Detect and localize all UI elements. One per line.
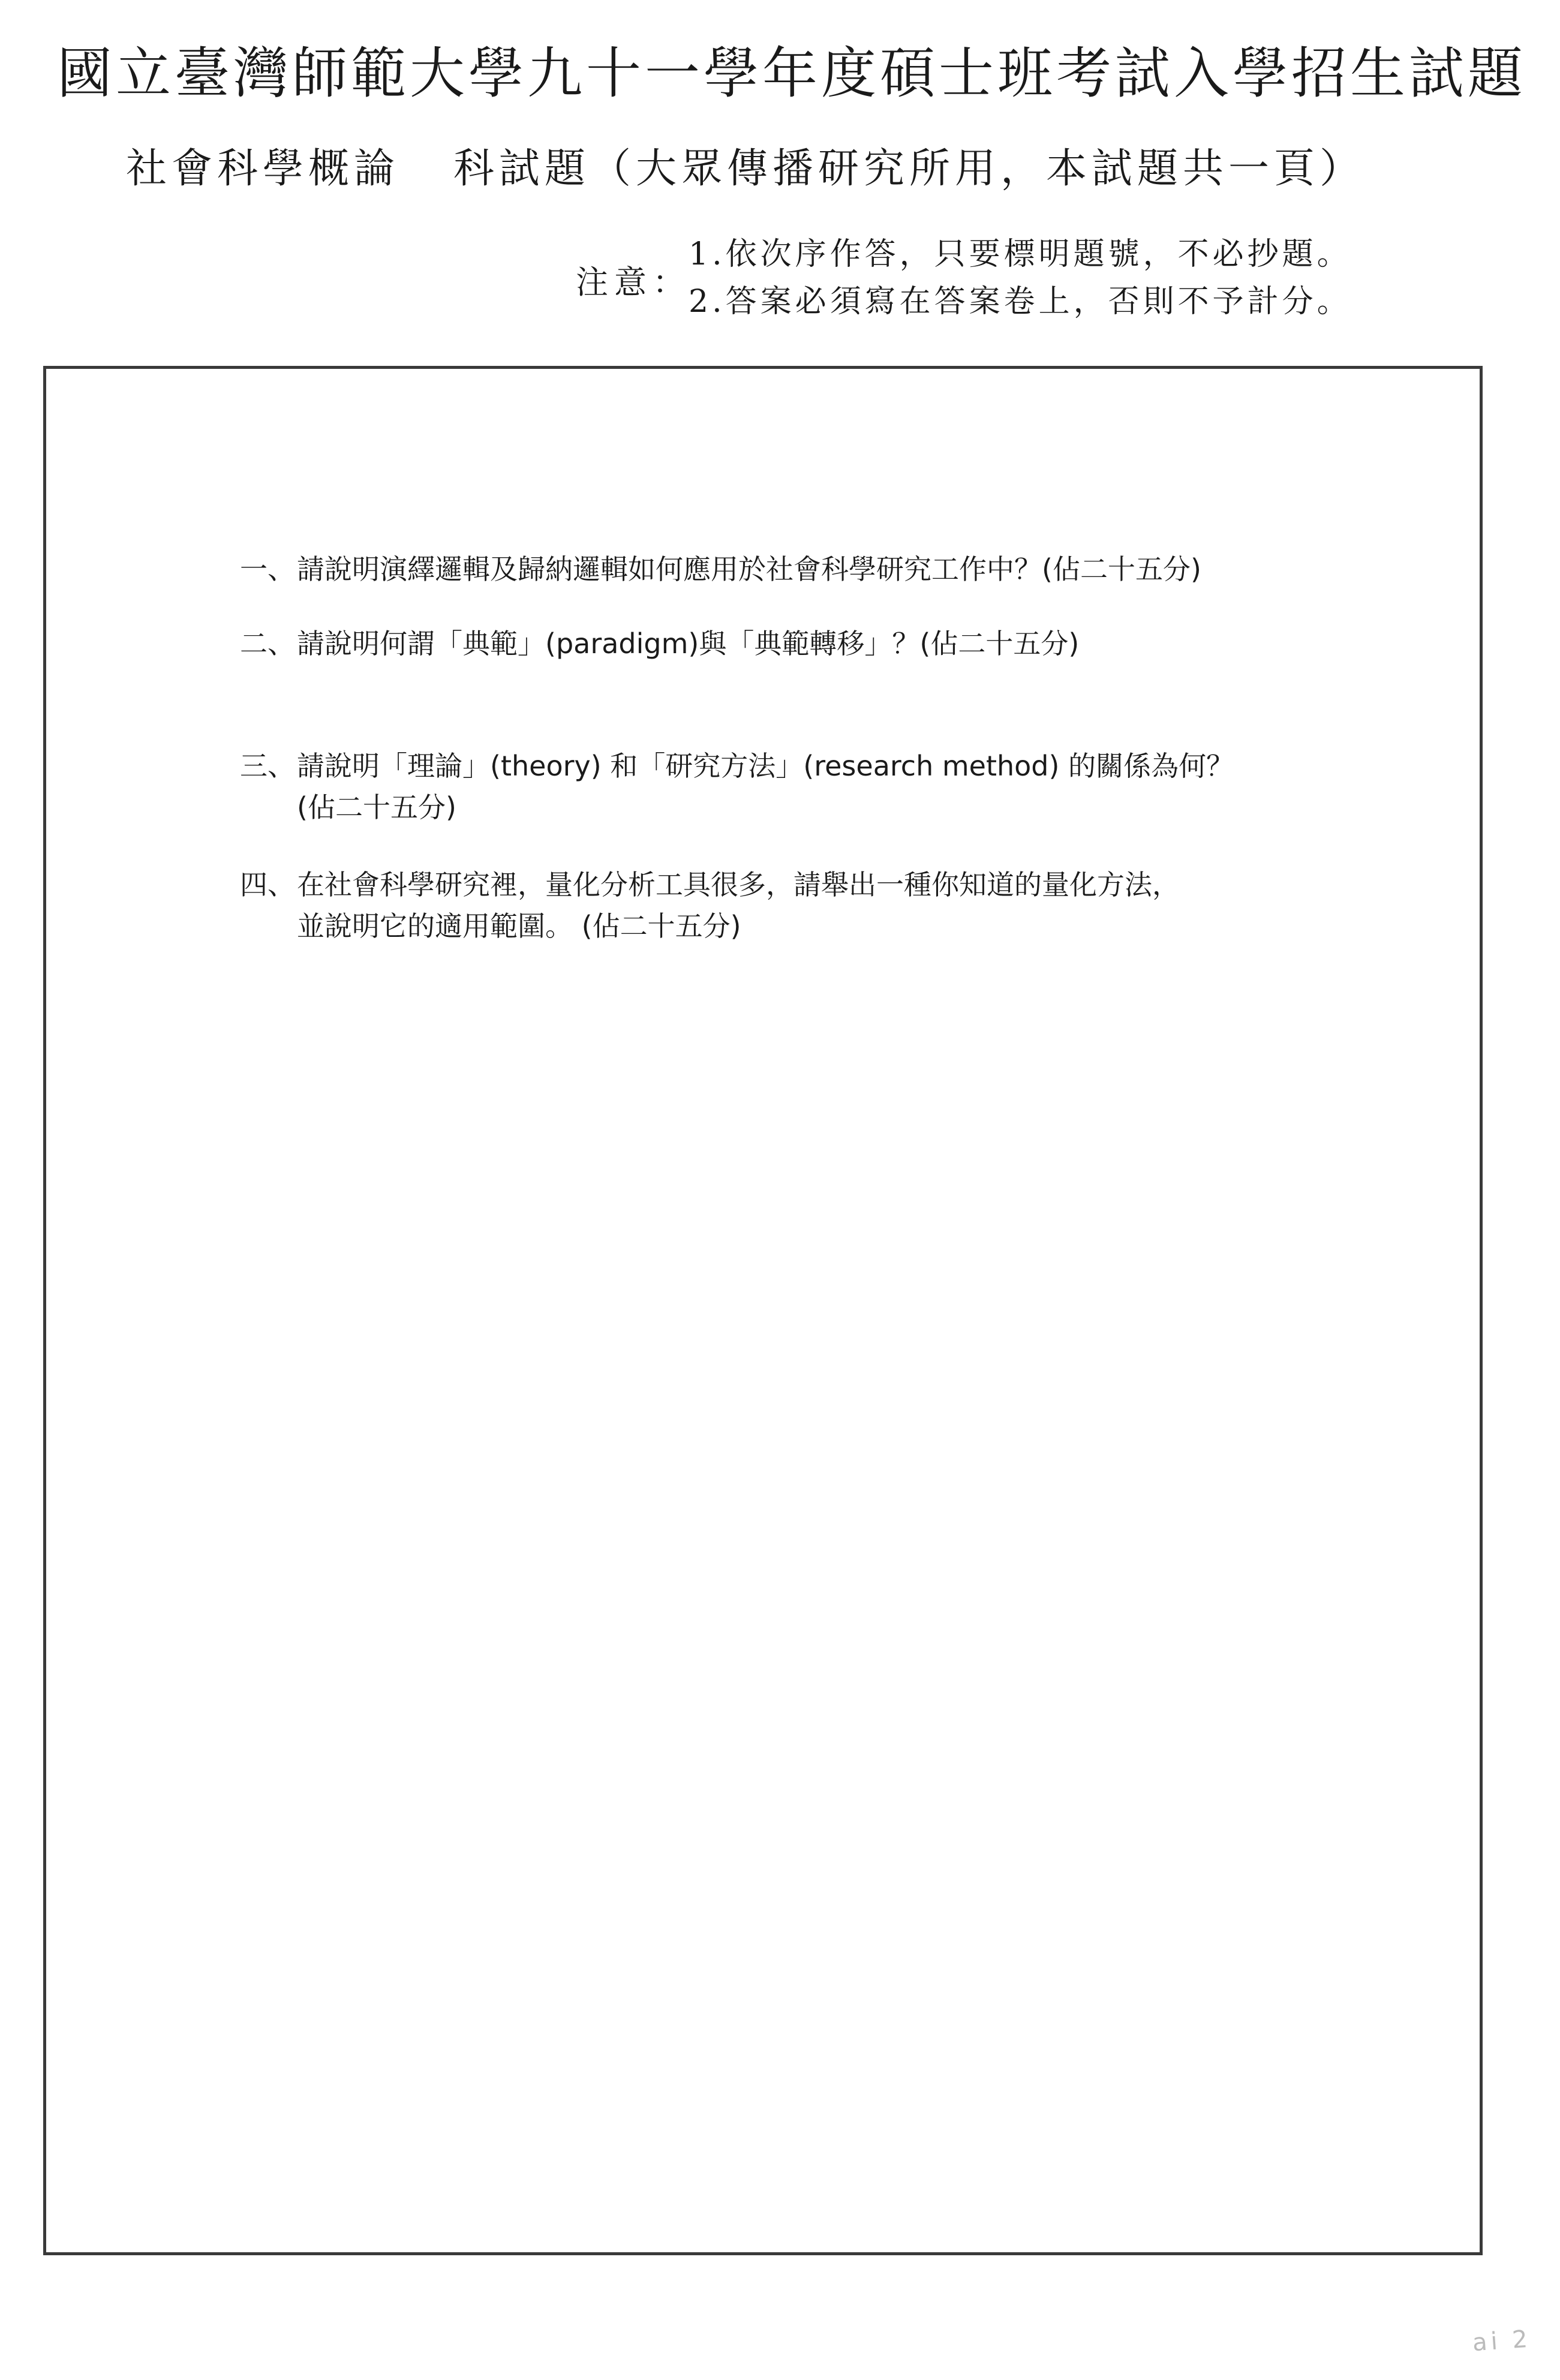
question-text: 請說明「理論」(theory) 和「研究方法」(research method) 的關係為何？ [297,750,1234,782]
subject-line [126,147,1365,192]
question-list [240,549,1379,947]
question-text: (佔二十五分) [297,791,456,824]
notice-list [689,231,1352,326]
subject-name: 社會科學概論 [126,145,400,193]
notice-item: 1.依次序作答，只要標明題號，不必抄題。 [689,236,1352,272]
question-number: 四、 [240,869,295,901]
question-number: 二、 [240,627,295,660]
question-number: 三、 [240,750,295,782]
question-item [240,623,1379,665]
notice-item: 2.答案必須寫在答案卷上，否則不予計分。 [689,284,1352,320]
question-item [240,864,1379,947]
question-number: 一、 [240,553,295,585]
corner-mark: ai 2 [1471,2325,1532,2357]
question-text: 請說明何謂「典範」(paradigm)與「典範轉移」？(佔二十五分) [297,627,1080,660]
question-text: 並說明它的適用範圍。 (佔二十五分) [297,910,741,942]
notice-label: 注意： [576,263,691,301]
question-text: 在社會科學研究裡，量化分析工具很多，請舉出一種你知道的量化方法， [297,869,1180,901]
question-item [240,746,1379,828]
subject-note: 科試題（大眾傳播研究所用，本試題共一頁） [453,145,1366,193]
question-item [240,549,1379,590]
exam-title: 國立臺灣師範大學九十一學年度碩士班考試入學招生試題 [57,41,1527,106]
question-text: 請說明演繹邏輯及歸納邏輯如何應用於社會科學研究工作中？(佔二十五分) [297,553,1201,585]
